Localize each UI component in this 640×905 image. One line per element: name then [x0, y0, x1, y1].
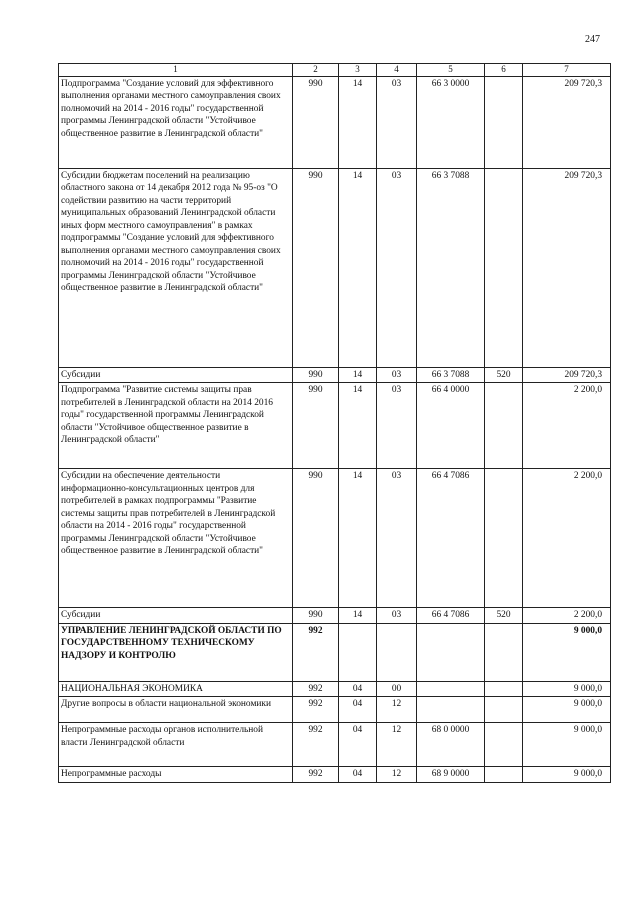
header-cell: 7 [523, 64, 611, 77]
table-row [59, 723, 611, 767]
row-value-cell: 990 [293, 608, 339, 624]
row-value-cell [485, 469, 523, 608]
row-value-cell: 04 [339, 681, 377, 697]
row-name-cell: Субсидии [59, 608, 293, 624]
row-value-cell: 00 [377, 681, 417, 697]
header-cell: 2 [293, 64, 339, 77]
row-value-cell: 9 000,0 [523, 697, 611, 723]
row-value-cell: 04 [339, 767, 377, 783]
row-value-cell [417, 623, 485, 681]
row-value-cell: 992 [293, 723, 339, 767]
budget-table [58, 63, 611, 783]
row-value-cell: 992 [293, 697, 339, 723]
row-value-cell: 14 [339, 367, 377, 383]
row-name-cell: Подпрограмма "Создание условий для эффективного выполнения органами местного самоуправления своих полномочий на 2014 - 2016 годы" государственной программы Ленинградской области "Устойчивое общественное развитие в Ленинградской области" [59, 76, 293, 168]
row-value-cell [485, 623, 523, 681]
header-cell: 6 [485, 64, 523, 77]
row-name-cell: Непрограммные расходы органов исполнительной власти Ленинградской области [59, 723, 293, 767]
row-value-cell: 14 [339, 469, 377, 608]
row-value-cell: 03 [377, 76, 417, 168]
header-cell: 3 [339, 64, 377, 77]
row-value-cell [485, 697, 523, 723]
table-row [59, 168, 611, 367]
row-value-cell: 03 [377, 608, 417, 624]
row-value-cell [417, 681, 485, 697]
row-value-cell: 520 [485, 608, 523, 624]
row-value-cell [485, 723, 523, 767]
table-row [59, 76, 611, 168]
row-value-cell [339, 623, 377, 681]
row-value-cell [485, 681, 523, 697]
row-value-cell: 990 [293, 469, 339, 608]
row-value-cell: 990 [293, 76, 339, 168]
row-value-cell: 66 4 7086 [417, 608, 485, 624]
row-name-cell: НАЦИОНАЛЬНАЯ ЭКОНОМИКА [59, 681, 293, 697]
row-value-cell: 520 [485, 367, 523, 383]
table-row [59, 697, 611, 723]
row-name-cell: Непрограммные расходы [59, 767, 293, 783]
row-value-cell: 2 200,0 [523, 383, 611, 469]
table-row [59, 383, 611, 469]
row-value-cell: 990 [293, 383, 339, 469]
row-value-cell: 2 200,0 [523, 469, 611, 608]
row-value-cell: 209 720,3 [523, 76, 611, 168]
row-value-cell: 68 0 0000 [417, 723, 485, 767]
row-value-cell: 04 [339, 697, 377, 723]
row-value-cell: 9 000,0 [523, 623, 611, 681]
row-value-cell: 14 [339, 168, 377, 367]
row-value-cell: 9 000,0 [523, 681, 611, 697]
table-row [59, 681, 611, 697]
table-row [59, 608, 611, 624]
row-value-cell: 03 [377, 383, 417, 469]
header-cell: 4 [377, 64, 417, 77]
row-value-cell: 66 4 0000 [417, 383, 485, 469]
row-value-cell: 209 720,3 [523, 168, 611, 367]
row-value-cell: 14 [339, 383, 377, 469]
row-value-cell: 66 4 7086 [417, 469, 485, 608]
page-number: 247 [585, 34, 600, 45]
table-row [59, 767, 611, 783]
table-row [59, 469, 611, 608]
row-value-cell: 03 [377, 469, 417, 608]
table-row [59, 623, 611, 681]
table-header-row [59, 64, 611, 77]
row-value-cell: 990 [293, 168, 339, 367]
row-value-cell [485, 767, 523, 783]
row-value-cell: 12 [377, 767, 417, 783]
row-value-cell: 992 [293, 681, 339, 697]
row-name-cell: Подпрограмма "Развитие системы защиты прав потребителей в Ленинградской области на 2014 2016 годы" государственной программы Ленинградской области "Устойчивое общественное развитие в Ленинградской области" [59, 383, 293, 469]
row-value-cell [485, 168, 523, 367]
row-value-cell: 03 [377, 367, 417, 383]
table-row [59, 367, 611, 383]
row-value-cell [417, 697, 485, 723]
row-name-cell: Субсидии на обеспечение деятельности информационно-консультационных центров для потребителей в рамках подпрограммы "Развитие системы защиты прав потребителей в Ленинградской области на 2014 - 2016 годы" государственной программы Ленинградской области "Устойчивое общественное развитие в Ленинградской области" [59, 469, 293, 608]
row-value-cell: 66 3 7088 [417, 367, 485, 383]
row-value-cell [485, 76, 523, 168]
row-value-cell: 68 9 0000 [417, 767, 485, 783]
row-value-cell: 992 [293, 767, 339, 783]
row-name-cell: Субсидии бюджетам поселений на реализацию областного закона от 14 декабря 2012 года № 95-оз "О содействии развитию на части территорий муниципальных образований Ленинградской области иных форм местного самоуправления" в рамках подпрограммы "Создание условий для эффективного выполнения органами местного самоуправления своих полномочий на 2014 - 2016 годы" государственной программы Ленинградской области "Устойчивое общественное развитие в Ленинградской области" [59, 168, 293, 367]
row-value-cell: 9 000,0 [523, 723, 611, 767]
row-value-cell: 990 [293, 367, 339, 383]
header-cell: 1 [59, 64, 293, 77]
row-value-cell [485, 383, 523, 469]
row-value-cell: 12 [377, 723, 417, 767]
row-name-cell: УПРАВЛЕНИЕ ЛЕНИНГРАДСКОЙ ОБЛАСТИ ПО ГОСУДАРСТВЕННОМУ ТЕХНИЧЕСКОМУ НАДЗОРУ И КОНТРОЛЮ [59, 623, 293, 681]
row-value-cell: 2 200,0 [523, 608, 611, 624]
row-value-cell: 9 000,0 [523, 767, 611, 783]
row-value-cell: 14 [339, 608, 377, 624]
row-value-cell [377, 623, 417, 681]
row-value-cell: 03 [377, 168, 417, 367]
row-value-cell: 209 720,3 [523, 367, 611, 383]
row-name-cell: Другие вопросы в области национальной экономики [59, 697, 293, 723]
row-value-cell: 66 3 7088 [417, 168, 485, 367]
row-value-cell: 66 3 0000 [417, 76, 485, 168]
row-value-cell: 04 [339, 723, 377, 767]
header-cell: 5 [417, 64, 485, 77]
row-value-cell: 992 [293, 623, 339, 681]
row-value-cell: 14 [339, 76, 377, 168]
row-value-cell: 12 [377, 697, 417, 723]
row-name-cell: Субсидии [59, 367, 293, 383]
